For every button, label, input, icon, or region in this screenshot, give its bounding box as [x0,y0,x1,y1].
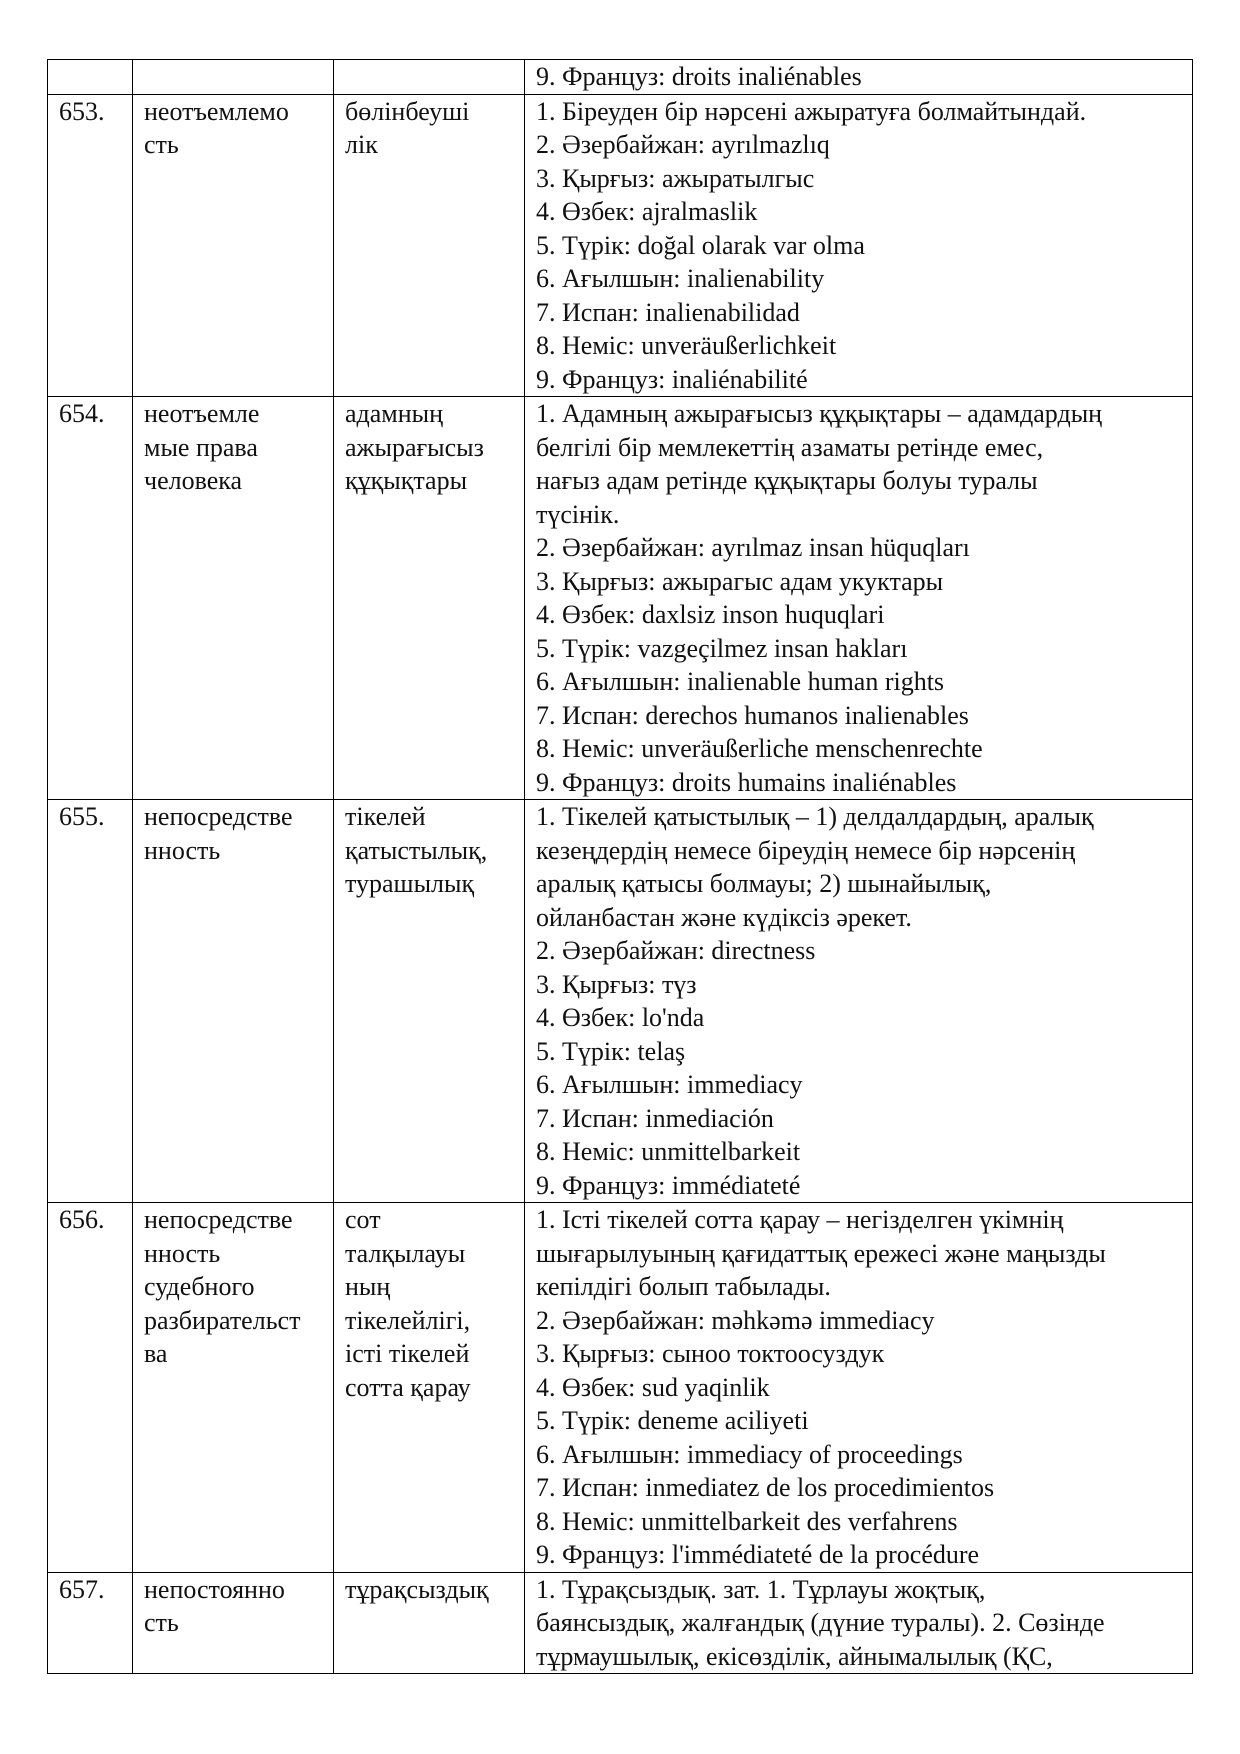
definition-line: 7. Испан: inmediatez de los procedimientos [536,1473,995,1502]
definition-line: аралық қатысы болмауы; 2) шынайылық, [536,869,992,898]
definition-line: 2. Әзербайжан: directness [536,936,816,965]
definition-line: 2. Әзербайжан: ayrılmaz insan hüquqları [536,533,970,562]
definition-line: 2. Әзербайжан: məhkəmə immediacy [536,1305,935,1335]
definition-line: 7. Испан: derechos humanos inalienables [536,700,969,730]
kazakh-term: тұрақсыздық [334,1572,525,1674]
cell-definitions [525,397,1193,800]
definition-line: 4. Өзбек: daxlsiz inson huquqlari [536,600,885,629]
definition-line: 1. Істі тікелей сотта қарау – негізделген үкімнің [536,1205,1064,1234]
definition-line: 9. Француз: l'immédiateté de la procédure [536,1540,980,1569]
cell-definitions [525,94,1193,397]
cell-russian-empty [133,60,334,95]
cell-definitions [525,800,1193,1203]
russian-term: непостоянно сть [133,1572,334,1674]
definition-line: шығарылуының қағидаттық ережесі және маңызды [536,1238,1106,1268]
table-row-continued [48,60,1193,95]
definition-line: 5. Түрік: doğal olarak var olma [536,230,865,260]
definition-line: 3. Қырғыз: ажырагыс адам укуктары [536,566,944,596]
definition-line: 4. Өзбек: ajralmaslik [536,197,758,226]
definition-line: 8. Неміс: unmittelbarkeit [536,1137,801,1166]
cell-definitions [525,1203,1193,1573]
definition-line: баянсыздық, жалғандық (дүние туралы). 2. Сөзінде [536,1608,1105,1637]
definition-line: кезеңдердің немесе біреудің немесе бір нәрсенің [536,835,1076,865]
definition-line: 6. Ағылшын: immediacy [536,1070,803,1099]
definition-line: 3. Қырғыз: ажыратылгыс [536,163,815,193]
definition-line: 3. Қырғыз: түз [536,969,697,999]
definition-line: 7. Испан: inmediación [536,1103,774,1133]
definition-line: ойланбастан және күдіксіз әрекет. [536,902,912,932]
definition-line: түсінік. [536,499,620,529]
definition-line: 1. Тікелей қатыстылық – 1) делдалдардың, аралық [536,802,1094,831]
definition-line: 5. Түрік: deneme aciliyeti [536,1406,809,1435]
russian-term: неотъемлемо сть [133,94,334,397]
definition-line: 8. Неміс: unveräußerlichkeit [536,331,837,360]
definition-line: 4. Өзбек: lo'nda [536,1003,705,1032]
definition-line: 6. Ағылшын: immediacy of proceedings [536,1439,963,1469]
cell-kazakh-empty [334,60,525,95]
russian-term: неотъемле мые права человека [133,397,334,800]
definition-line: 6. Ағылшын: inalienability [536,264,825,293]
kazakh-term: тікелей қатыстылық, турашылық [334,800,525,1203]
kazakh-term: бөлінбеуші лік [334,94,525,397]
table-row [48,1572,1193,1674]
definition-line: 1. Тұрақсыздық. зат. 1. Тұрлауы жоқтық, [536,1574,986,1604]
definition-line: 4. Өзбек: sud yaqinlik [536,1372,770,1402]
definition-line: 9. Француз: inaliénabilité [536,364,808,394]
definition-line: 3. Қырғыз: сыноо токтоосуздук [536,1339,885,1368]
definition-line: 9. Француз: immédiateté [536,1170,801,1200]
definition-line: 1. Біреуден бір нәрсені ажыратуға болмайтындай. [536,96,1087,126]
entry-number: 654. [48,397,133,800]
cell-number-empty [48,60,133,95]
definition-line: кепілдігі болып табылады. [536,1272,831,1301]
definition-line: 5. Түрік: vazgeçilmez insan hakları [536,633,908,663]
definition-line: 6. Ағылшын: inalienable human rights [536,667,945,696]
definition-line: 9. Француз: droits inaliénables [536,62,862,91]
kazakh-term: сот талқылауы ның тікелейлігі, істі тікелей сотта қарау [334,1203,525,1573]
table-row [48,397,1193,800]
definition-line: тұрмаушылық, екісөзділік, айнымалылық (ҚС, [536,1641,1053,1671]
definition-line: нағыз адам ретінде құқықтары болуы туралы [536,466,1038,495]
definition-line: 9. Француз: droits humains inaliénables [536,767,957,797]
kazakh-term: адамның ажырағысыз құқықтары [334,397,525,800]
definition-line: 8. Неміс: unmittelbarkeit des verfahrens [536,1506,958,1536]
cell-definitions [525,1572,1193,1674]
russian-term: непосредстве нность [133,800,334,1203]
definition-line: 1. Адамның ажырағысыз құқықтары – адамдардың [536,399,1103,428]
dictionary-table-body [48,60,1193,1674]
entry-number: 655. [48,800,133,1203]
dictionary-table [47,59,1193,1674]
russian-term: непосредстве нность судебного разбирательст ва [133,1203,334,1573]
definition-line: 5. Түрік: telaş [536,1036,686,1066]
definition-line: 2. Әзербайжан: ayrılmazlıq [536,130,830,159]
table-row [48,800,1193,1203]
definition-line: 8. Неміс: unveräußerliche menschenrechte [536,734,983,763]
definition-line: белгілі бір мемлекеттің азаматы ретінде емес, [536,432,1044,462]
table-row [48,1203,1193,1573]
entry-number: 657. [48,1572,133,1674]
entry-number: 653. [48,94,133,397]
entry-number: 656. [48,1203,133,1573]
cell-definitions [525,60,1193,95]
table-row [48,94,1193,397]
definition-line: 7. Испан: inalienabilidad [536,297,800,327]
